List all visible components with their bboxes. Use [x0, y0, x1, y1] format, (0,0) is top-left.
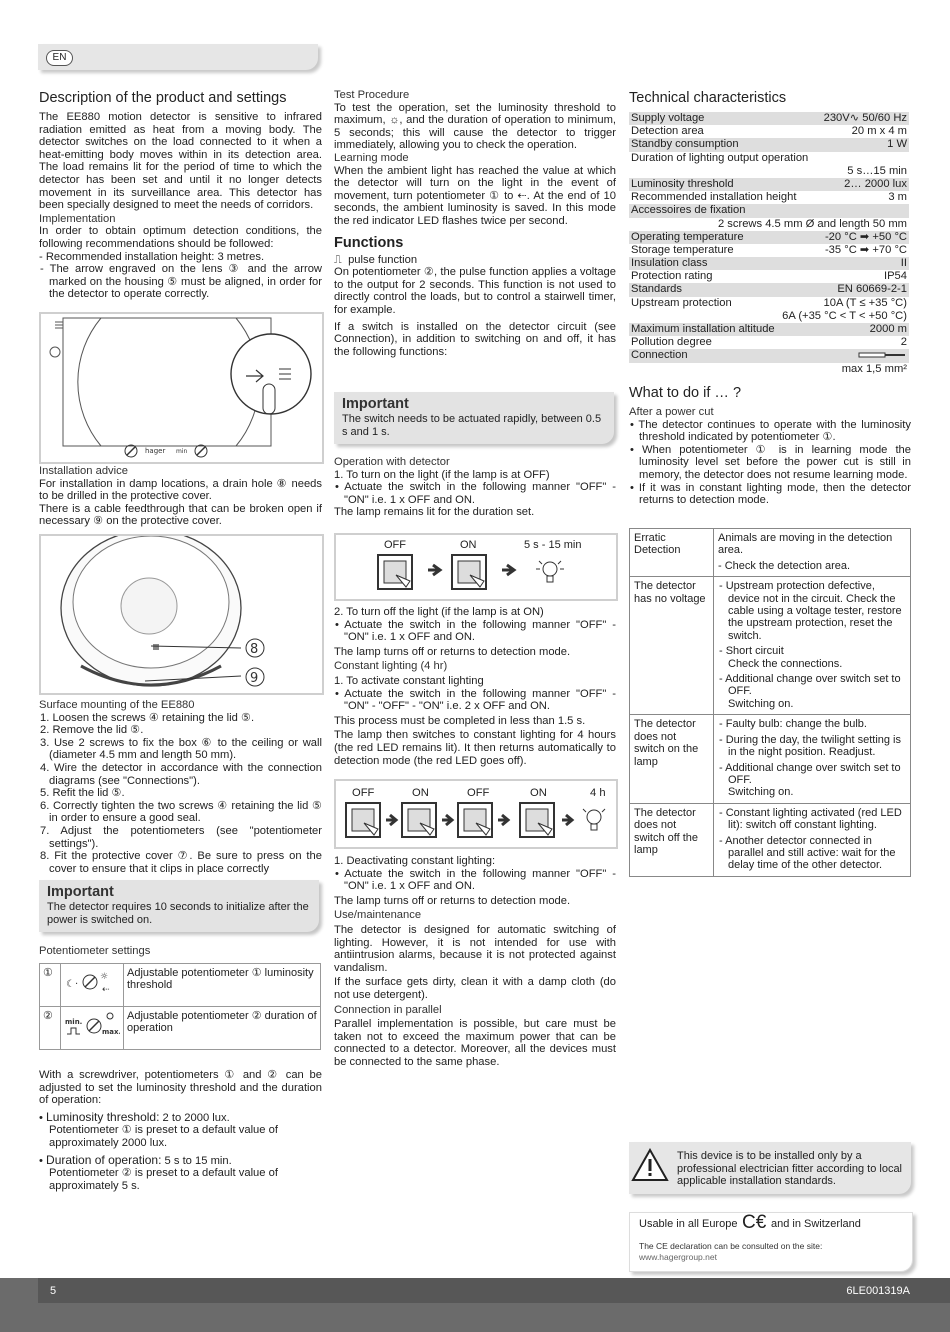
- solution-cell: - Constant lighting activated (red LED lit): switch off constant lighting. - Another detector connected in parallel and still active: wait for the delay time of the other detector.: [714, 803, 911, 876]
- luminosity-value: 2 to 2000 lux.: [159, 1111, 230, 1124]
- warning-text: This device is to be installed only by a professional electrician fitter according to local applicable installation standards.: [677, 1150, 903, 1187]
- constant-lighting-title: Constant lighting (4 hr): [334, 660, 448, 673]
- solution-cell: - Upstream protection defective, device not in the circuit. Check the cable using a voltage tester, restore the upstream protection, reset the switch. - Short circuit Check the connections. - Additional change over switch set to OFF. Switching on.: [714, 577, 911, 715]
- duration-value: 5 s to 15 min.: [161, 1154, 232, 1167]
- pot-explanation-text: With a screwdriver, potentiometers ① and ② can be adjusted to set the luminosity threshold and the duration of operation:: [39, 1069, 322, 1107]
- pulse-function-item: [334, 254, 616, 267]
- step-item: 4. Wire the detector in accordance with the connection diagrams (see "Connections").: [40, 761, 322, 787]
- important-text: The detector requires 10 seconds to initialize after the power is switched on.: [47, 901, 309, 926]
- important-title: Important: [342, 396, 409, 412]
- power-cut-bullet: • If it was in constant lighting mode, then the detector returns to detection mode.: [630, 481, 911, 507]
- operation-bullet: • Actuate the switch in the following manner "OFF" - "ON" i.e. 1 x OFF and ON.: [335, 618, 616, 644]
- document-reference: 6LE001319A: [846, 1285, 910, 1297]
- deactivate-step: 1. Deactivating constant lighting:: [334, 855, 496, 867]
- table-row-value: 6A (+35 °C < T < +50 °C): [782, 309, 907, 322]
- step-item: 6. Correctly tighten the two screws ④ retaining the lid ⑤ in order to ensure a good seal.: [40, 799, 322, 825]
- power-cut-bullet: • The detector continues to operate with the luminosity threshold indicated by potentiometer ①.: [630, 418, 911, 444]
- important-box-middle: [334, 392, 614, 444]
- seq-label: OFF: [467, 787, 490, 799]
- min-label: min: [176, 448, 188, 455]
- parallel-text: Parallel implementation is possible, but care must be taken not to exceed the maximum power that can be connected to a detector. Moreover, all the devices must be connected to the same phase.: [334, 1018, 616, 1068]
- operation-bullet: • Actuate the switch in the following manner "OFF" - "ON" i.e. 1 x OFF and ON.: [335, 481, 616, 506]
- constant-sequence-drawing: [336, 799, 616, 845]
- table-row: [630, 577, 911, 715]
- pot-description: Adjustable potentiometer ② duration of operation: [124, 1007, 321, 1050]
- svg-text:☼: ☼: [100, 972, 109, 982]
- time-label: 4 h: [590, 787, 606, 799]
- important-text: The switch needs to be actuated rapidly, between 0.5 s and 1 s.: [342, 413, 602, 438]
- table-row: [40, 964, 321, 1007]
- potentiometer-table: [39, 963, 321, 1050]
- luminosity-item: • Luminosity threshold: 2 to 2000 lux.: [39, 1109, 230, 1124]
- switch-sequence-figure: [334, 533, 618, 601]
- table-row-value: 2 screws 4.5 mm Ø and length 50 mm: [717, 217, 907, 230]
- off-label: OFF: [384, 539, 406, 551]
- table-row: [630, 803, 911, 876]
- ce-declaration-text: The CE declaration can be consulted on the site:: [639, 1241, 823, 1251]
- table-row: Detection area 20 m x 4 m: [631, 125, 907, 138]
- implementation-bullet: - The arrow engraved on the lens ③ and the arrow marked on the housing ⑤ must be aligned, in order for the detector to operate correctly.: [40, 263, 322, 301]
- page-number: 5: [50, 1285, 57, 1297]
- duration-text: Potentiometer ② is preset to a default value of approximately 5 s.: [49, 1167, 278, 1192]
- svg-text:max.: max.: [102, 1028, 120, 1036]
- table-row: Protection rating IP54: [631, 270, 907, 283]
- operation-with-detector: [334, 456, 616, 519]
- table-row: Luminosity threshold 2… 2000 lux: [631, 177, 907, 190]
- deactivate-bullet: • Actuate the switch in the following manner "OFF" - "ON" i.e. 1 x OFF and ON.: [335, 867, 616, 893]
- tech-title: Technical characteristics: [629, 90, 787, 106]
- surface-mounting-title: Surface mounting of the EE880: [39, 699, 195, 711]
- what-to-do: [629, 384, 911, 507]
- table-row-value: max 1,5 mm²: [841, 362, 907, 375]
- use-text: The detector is designed for automatic switching of lighting. However, it is not intended for use with antiintrusion alarms, because it is not protected against vandalism.: [334, 923, 616, 974]
- ce-text-prefix: Usable in all Europe: [639, 1218, 738, 1230]
- problem-cell: The detector does not switch off the lamp: [630, 803, 714, 876]
- ce-text-suffix: and in Switzerland: [771, 1218, 861, 1230]
- step-item: 8. Fit the protective cover ⑦. Be sure to press on the cover to ensure that it clips in place correctly: [40, 850, 322, 875]
- ce-url: www.hagergroup.net: [639, 1252, 717, 1262]
- luminosity-label: Luminosity threshold:: [46, 1109, 160, 1124]
- table-row: [630, 529, 911, 577]
- left-column: [39, 89, 322, 301]
- parallel-title: Connection in parallel: [334, 1003, 442, 1016]
- description-text: The EE880 motion detector is sensitive to infrared radiation emitted as heat from a moving body. The detector switches on the load connected to it when a heat-emitting body moves within in its detection area. The load remains lit for the period of time to which the detector has been set and until it no longer detects movement in its surveillance area. This detector has been specially designed to meet the needs of corridors.: [39, 111, 322, 212]
- constant-bullet: • Actuate the switch in the following manner "OFF" - "ON" - "OFF" - "ON" i.e. 2 x OFF and ON.: [335, 687, 616, 713]
- pulse-title: pulse function: [348, 253, 418, 266]
- step-item: 2. Remove the lid ⑤.: [40, 724, 144, 737]
- learning-mode-text: When the ambient light has reached the value at which the detector will turn on the light in the event of movement, turn potentiometer ① to ⇠. At the end of 10 seconds, the ambient luminosity is saved. In this mode the red indicator LED flashes twice per second.: [334, 164, 616, 227]
- operation-step: 2. To turn off the light (if the lamp is at ON): [334, 606, 544, 618]
- potentiometer-explanation: [39, 1069, 322, 1192]
- callout-9: 9: [250, 671, 259, 686]
- pulse-text: On potentiometer ②, the pulse function applies a voltage to the output for 2 seconds. This function is not used to directly control the loads, but to control a stairwell timer, for example.: [334, 266, 616, 316]
- implementation-title: Implementation: [39, 212, 116, 225]
- duration-pot-icon: [61, 1007, 124, 1050]
- use-title: Use/maintenance: [334, 909, 422, 922]
- installation-warning-box: [629, 1142, 911, 1194]
- table-row: Pollution degree 2: [631, 336, 907, 349]
- operation-title: Operation with detector: [334, 456, 450, 468]
- callout-8: 8: [250, 642, 259, 657]
- installation-text-2: There is a cable feedthrough that can be broken open if necessary ⑨ on the protective cover.: [39, 502, 322, 528]
- what-to-do-title: What to do if … ?: [629, 385, 742, 401]
- duration-dial-icon: [64, 1010, 120, 1042]
- constant-time: This process must be completed in less than 1.5 s.: [334, 714, 586, 727]
- use-text-2: If the surface gets dirty, clean it with a damp cloth (do not use detergent).: [334, 976, 616, 1001]
- pulse-icon: ⎍: [334, 253, 349, 266]
- problem-cell: Erratic Detection: [630, 529, 714, 577]
- luminosity-dial-icon: [64, 967, 120, 997]
- svg-text:⇠: ⇠: [102, 985, 110, 995]
- deactivation-and-maintenance: [334, 855, 616, 1069]
- luminosity-pot-icon: [61, 964, 124, 1007]
- operation-step: 1. To turn on the light (if the lamp is at OFF): [334, 468, 550, 481]
- ce-mark: C€: [742, 1212, 767, 1233]
- pot-number: ①: [40, 964, 61, 1007]
- detector-housing-drawing: [41, 314, 322, 462]
- important-title: Important: [47, 884, 114, 900]
- table-row: Upstream protection 10A (T ≤ +35 °C): [631, 296, 907, 309]
- troubleshooting-table: [629, 528, 911, 877]
- test-procedure-text: To test the operation, set the luminosity threshold to maximum, ☼, and the duration of operation to minimum, 5 seconds; this will cause the detector to trigger immediately, allowing you to check the operation.: [334, 101, 616, 152]
- time-label: 5 s - 15 min: [524, 539, 582, 551]
- footer-bar: [38, 1278, 950, 1303]
- step-item: 1. Loosen the screws ④ retaining the lid ⑤.: [40, 711, 255, 724]
- step-item: 7. Adjust the potentiometers (see "potentiometer settings").: [40, 824, 322, 850]
- functions-title: Functions: [334, 234, 404, 251]
- duration-label: Duration of operation:: [46, 1152, 162, 1167]
- pot-description: Adjustable potentiometer ① luminosity threshold: [124, 964, 321, 1007]
- operation-continued: [334, 606, 616, 767]
- table-row-value: 5 s…15 min: [847, 164, 907, 177]
- seq-label: ON: [412, 787, 429, 799]
- implementation-text: In order to obtain optimum detection conditions, the following recommendations should be followed:: [39, 225, 322, 250]
- table-row: Storage temperature -35 °C ➡ +70 °C: [631, 243, 907, 256]
- table-row: Operating temperature -20 °C ➡ +50 °C: [631, 230, 907, 243]
- duration-item: • Duration of operation: 5 s to 15 min.: [39, 1152, 232, 1167]
- section-title-description: Description of the product and settings: [39, 90, 287, 106]
- warning-icon: [631, 1148, 669, 1182]
- problem-cell: The detector does not switch on the lamp: [630, 715, 714, 803]
- svg-text:☾·: ☾·: [66, 979, 79, 990]
- power-cut-title: After a power cut: [629, 406, 714, 418]
- important-box-left: [39, 880, 319, 932]
- operation-result: The lamp remains lit for the duration set.: [334, 506, 535, 519]
- installation-text: For installation in damp locations, a drain hole ⑧ needs to be drilled in the protective cover.: [39, 477, 322, 503]
- seq-label: ON: [530, 787, 547, 799]
- luminosity-text: Potentiometer ① is preset to a default value of approximately 2000 lux.: [49, 1124, 278, 1149]
- detector-housing-figure: [39, 312, 324, 464]
- header-bar: [38, 44, 318, 70]
- switch-text: If a switch is installed on the detector circuit (see Connection), in addition to switching on and off, it has the following functions:: [334, 320, 616, 358]
- constant-step: 1. To activate constant lighting: [334, 674, 484, 687]
- ce-declaration-box: [629, 1212, 913, 1272]
- table-row: [630, 715, 911, 803]
- table-row: Accessoires de fixation: [629, 204, 909, 217]
- surface-mounting: [39, 699, 322, 875]
- protective-cover-drawing: [41, 536, 322, 693]
- table-row: [40, 1007, 321, 1050]
- step-item: 5. Refit the lid ⑤.: [40, 787, 125, 800]
- table-row: Recommended installation height 3 m: [631, 191, 907, 204]
- problem-cell: The detector has no voltage: [630, 577, 714, 715]
- table-row: Duration of lighting output operation: [631, 151, 809, 164]
- brand-label: hager: [145, 447, 166, 455]
- protective-cover-figure: [39, 534, 324, 695]
- table-row: Insulation class II: [631, 257, 907, 270]
- seq-label: OFF: [352, 787, 375, 799]
- constant-sequence-figure: [334, 779, 618, 849]
- page-footer: [0, 1278, 950, 1332]
- solution-cell: - Faulty bulb: change the bulb. - During the day, the twilight setting is in the night position. Readjust. - Additional change over switch set to OFF. Switching on.: [714, 715, 911, 803]
- pot-number: ②: [40, 1007, 61, 1050]
- cable-icon: [857, 349, 907, 361]
- table-row: Supply voltage 230V∿ 50/60 Hz: [631, 112, 907, 124]
- table-row: Connection: [629, 349, 909, 362]
- svg-text:min.: min.: [65, 1018, 83, 1026]
- installation-advice: [39, 465, 322, 528]
- switch-sequence-drawing: [336, 551, 616, 597]
- deactivate-result: The lamp turns off or returns to detection mode.: [334, 894, 571, 907]
- installation-title: Installation advice: [39, 465, 128, 477]
- implementation-bullet: - Recommended installation height: 3 metres.: [39, 250, 265, 263]
- table-row: Standards EN 60669-2-1: [631, 283, 907, 296]
- power-cut-bullet: • When potentiometer ① is in learning mode the luminosity level set before the power cut is still in memory, the detector does not resume learning mode.: [630, 443, 911, 481]
- on-label: ON: [460, 539, 477, 551]
- operation-result: The lamp turns off or returns to detection mode.: [334, 645, 571, 658]
- table-row: Maximum installation altitude 2000 m: [631, 323, 907, 335]
- tech-table: [629, 112, 909, 376]
- table-row: Standby consumption 1 W: [631, 138, 907, 151]
- constant-result: The lamp then switches to constant lighting for 4 hours (the red LED remains lit). It then returns automatically to detection mode (the red LED goes off).: [334, 729, 616, 767]
- potentiometer-settings-title: Potentiometer settings: [39, 945, 151, 957]
- solution-cell: Animals are moving in the detection area. - Check the detection area.: [714, 529, 911, 577]
- language-badge: EN: [46, 50, 73, 66]
- learning-mode-title: Learning mode: [334, 151, 409, 164]
- middle-column: [334, 89, 616, 358]
- test-procedure-title: Test Procedure: [334, 89, 410, 101]
- step-item: 3. Use 2 screws to fix the box ⑥ to the ceiling or wall (diameter 4.5 mm and length 50 mm).: [40, 736, 322, 762]
